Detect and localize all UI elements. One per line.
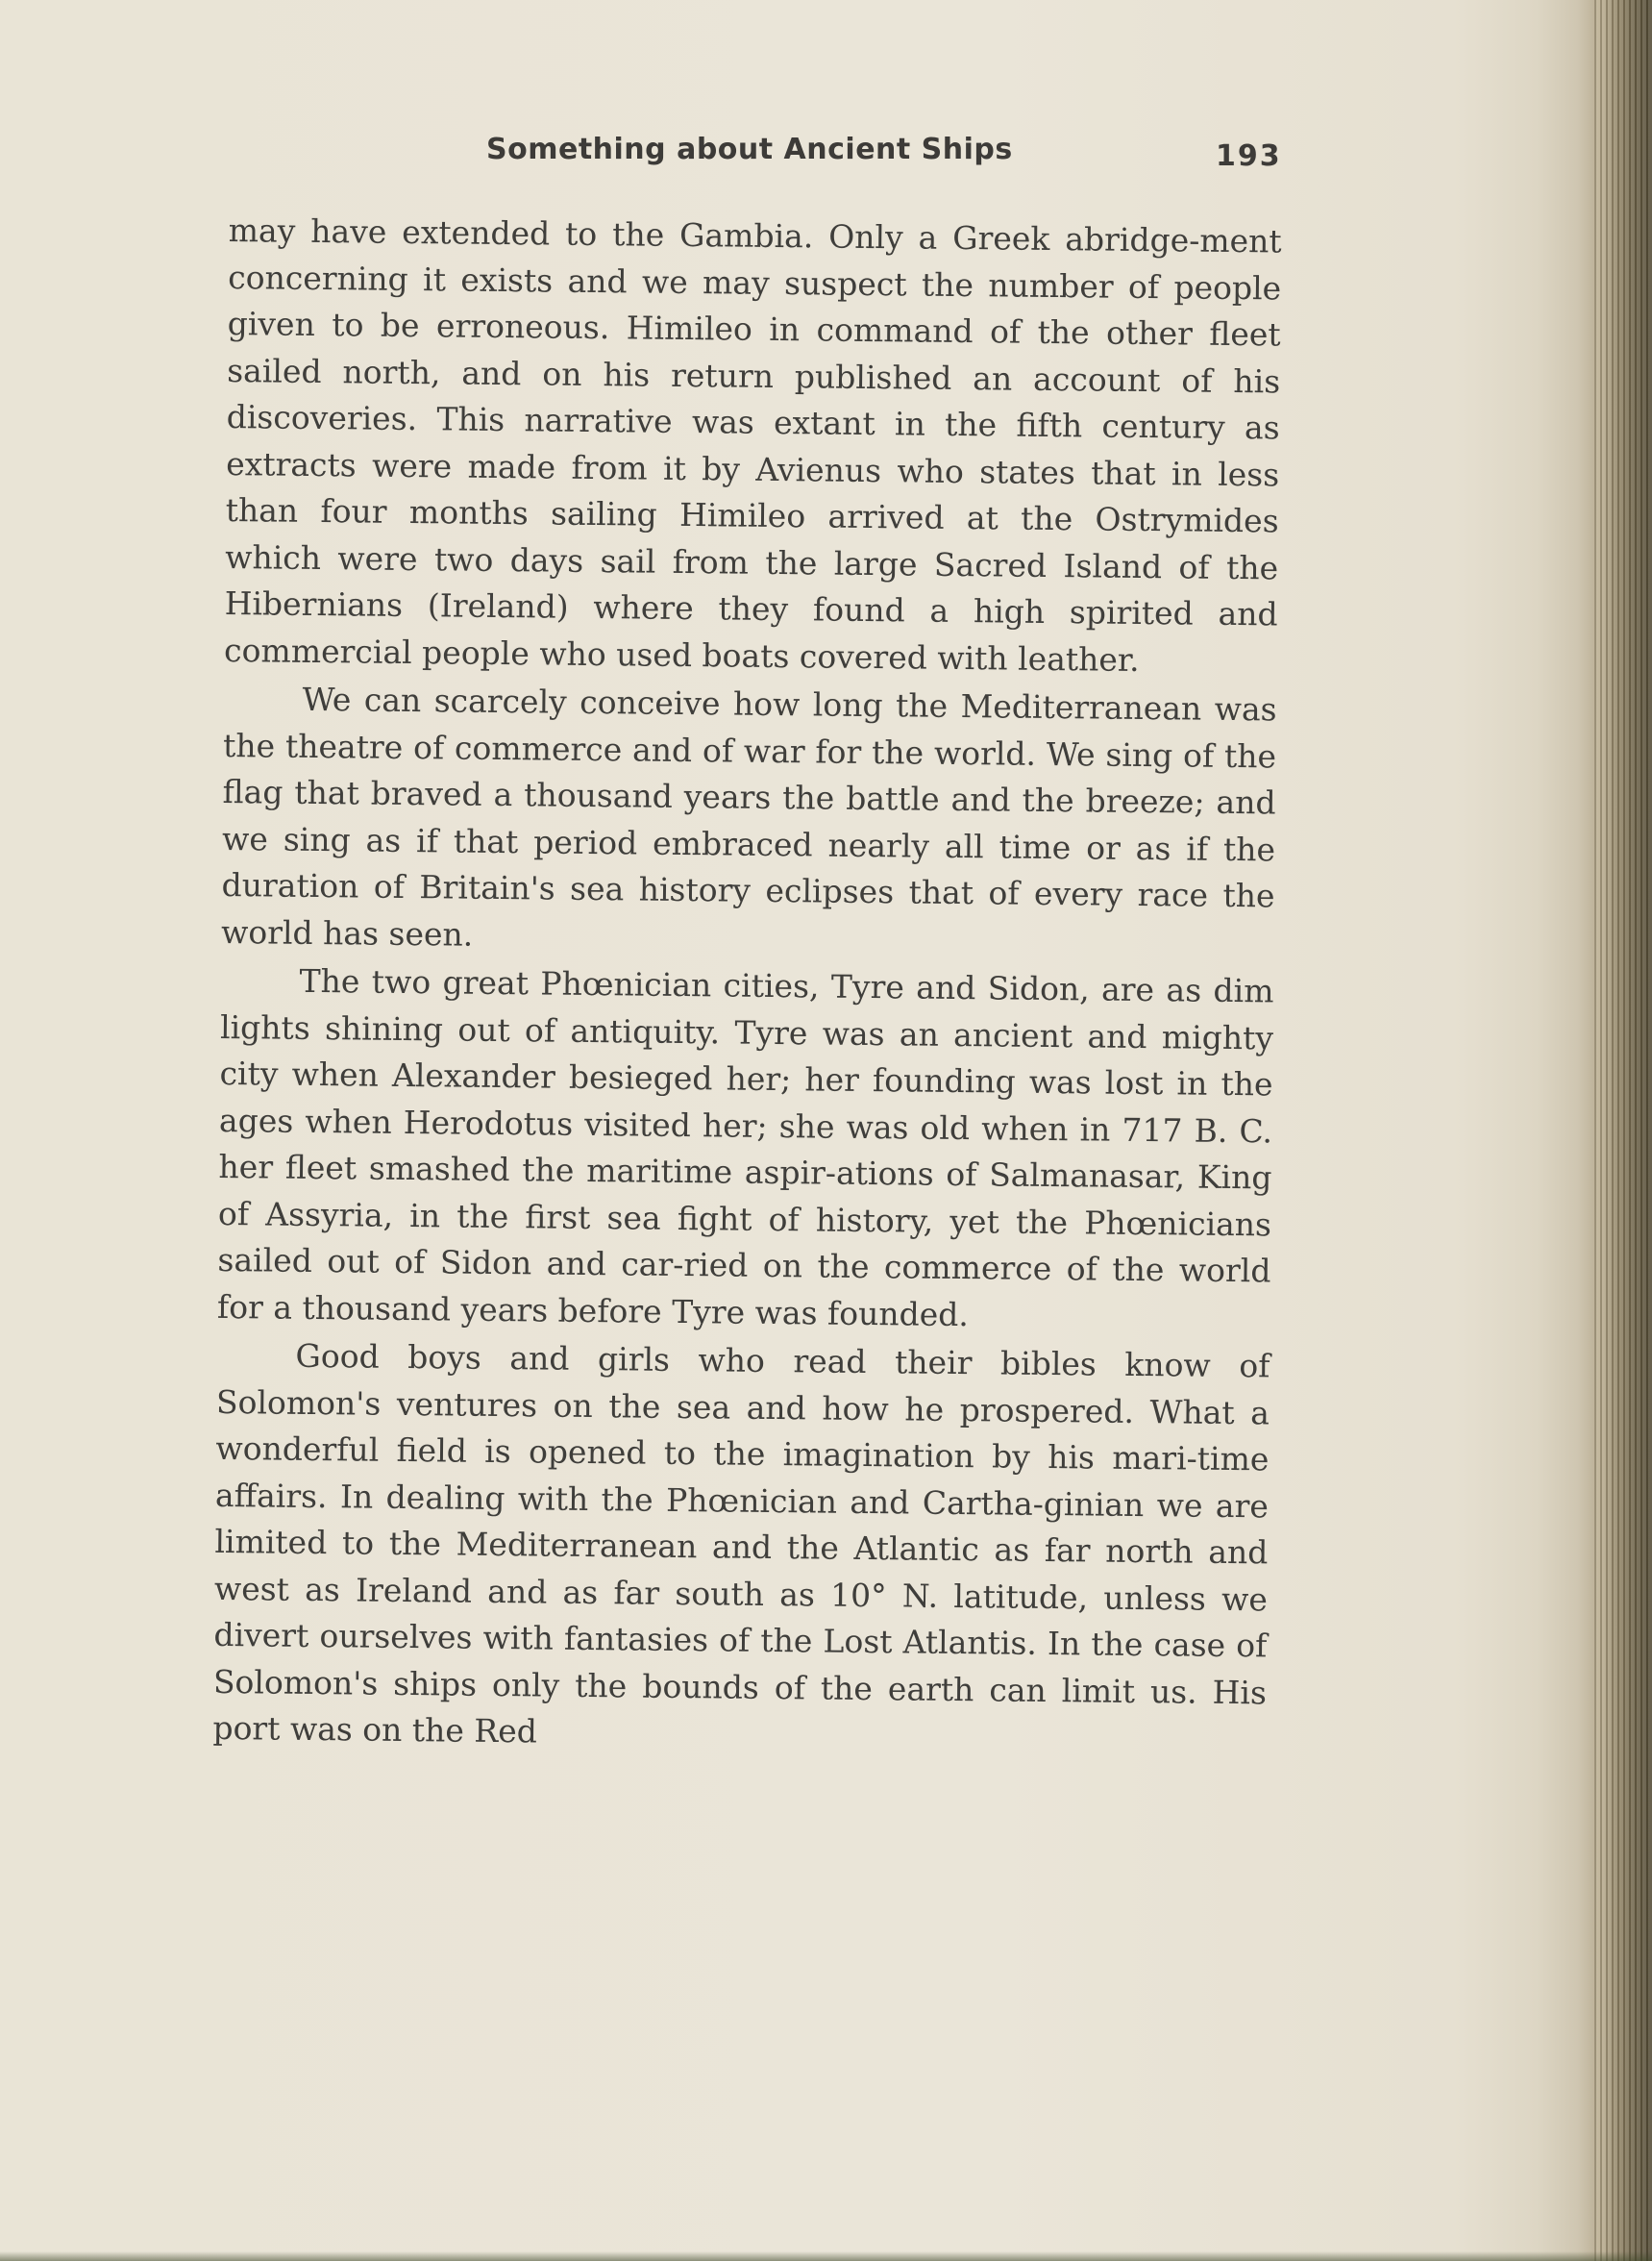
- paragraph: We can scarcely conceive how long the Mediterranean was the theatre of commerce and of war for the world. We sing of the flag that braved a thousand years the battle and the breeze; and we sing as if that period embraced nearly all time or as if the duration of Britain's sea history eclipses that of every race the world has seen.: [220, 680, 1277, 954]
- page-number: 193: [1216, 139, 1282, 173]
- page-edge: [1594, 0, 1652, 2261]
- body-text: [212, 208, 1282, 1765]
- paragraph: The two great Phœnician cities, Tyre and Sidon, are as dim lights shining out of antiquity. Tyre was an ancient and mighty city when Alexander besieged her; her founding was lost in the ages when Herodotus visited her; she was old when in 717 B. C. her fleet smashed the maritime aspir-ations of Salmanasar, King of Assyria, in the first sea fight of history, yet the Phœnicians sailed out of Sidon and car-ried on the commerce of the world for a thousand years before Tyre was founded.: [216, 961, 1274, 1333]
- paragraph: Good boys and girls who read their bibles know of Solomon's ventures on the sea and how he prospered. What a wonderful field is opened to the imagination by his mari-time affairs. In dealing with the Phœnician and Cartha-ginian we are limited to the Mediterranean and the Atlantic as far north and west as Ireland and as far south as 10° N. latitude, unless we divert ourselves with fantasies of the Lost Atlantis. In the case of Solomon's ships only the bounds of the earth can limit us. His port was on the Red: [212, 1336, 1270, 1751]
- page-bottom-shadow: [0, 2251, 1652, 2261]
- running-head: Something about Ancient Ships: [486, 133, 1013, 166]
- paragraph: may have extended to the Gambia. Only a Greek abridge-ment concerning it exists and we may suspect the number of people given to be erroneous. Himileo in command of the other fleet sailed north, and on his return published an account of his discoveries. This narrative was extant in the fifth century as extracts were made from it by Avienus who states that in less than four months sailing Himileo arrived at the Ostrymides which were two days sail from the large Sacred Island of the Hibernians (Ireland) where they found a high spirited and commercial people who used boats covered with leather.: [223, 211, 1282, 679]
